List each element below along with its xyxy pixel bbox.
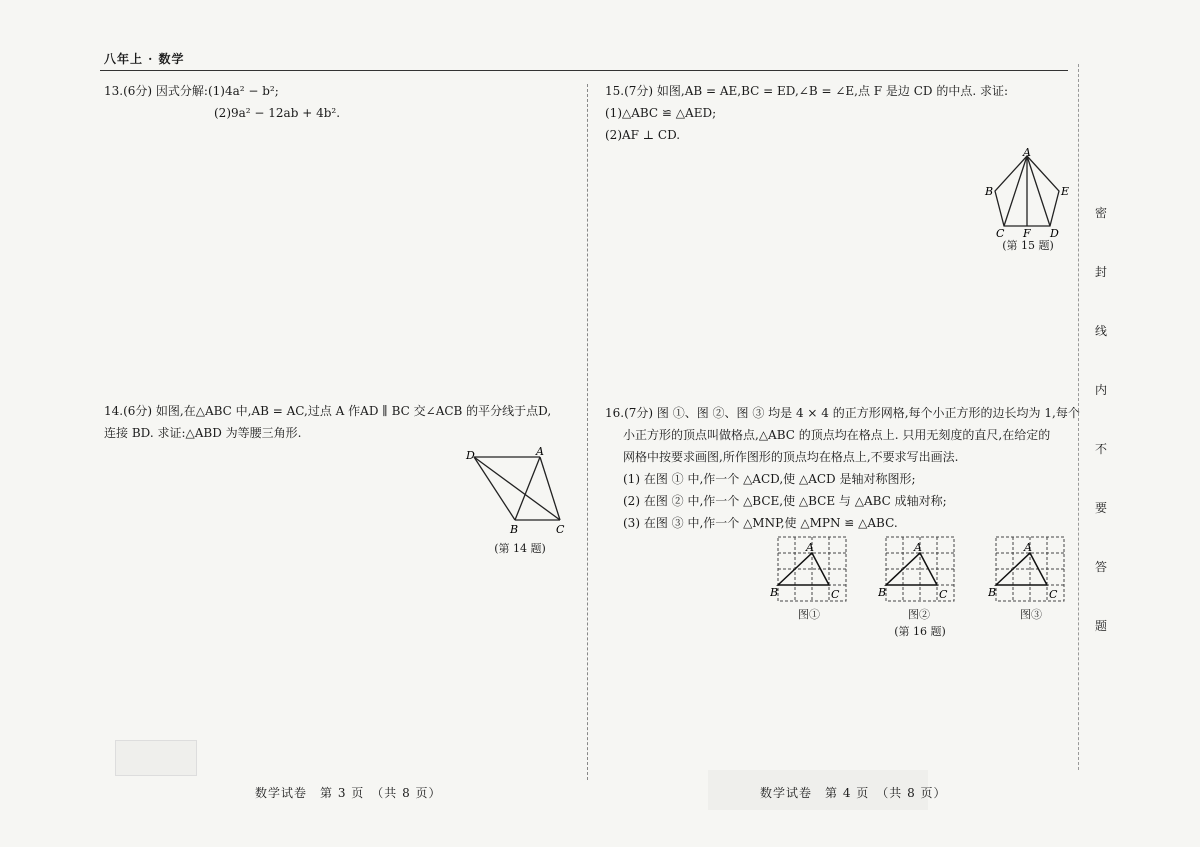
q15-line1: 15.(7分) 如图,AB = AE,BC = ED,∠B = ∠E,点 F 是边 CD 的中点. 求证: [605, 84, 1009, 98]
seal-char: 内 [1094, 383, 1107, 397]
q15-figure [982, 146, 1072, 238]
grid-figure-2 [878, 534, 960, 606]
question-15 [605, 80, 1008, 146]
label-D: D [466, 449, 475, 462]
segment-AD [1027, 156, 1050, 226]
label-A: A [1024, 541, 1032, 554]
q15-line3: (2)AF ⊥ CD. [605, 128, 681, 142]
label-F: F [1023, 227, 1031, 238]
header-rule [100, 70, 1068, 71]
seal-char: 要 [1094, 501, 1107, 515]
fig3-caption: 图③ [1020, 608, 1042, 621]
q16-line4: (1) 在图 ① 中,作一个 △ACD,使 △ACD 是轴对称图形; [623, 472, 916, 486]
scan-smudge [115, 740, 197, 776]
seal-char: 密 [1094, 206, 1107, 220]
seal-char: 不 [1094, 442, 1107, 456]
grid-figure-1 [770, 534, 852, 606]
q15-line2: (1)△ABC ≌ △AED; [605, 106, 717, 120]
q16-line5: (2) 在图 ② 中,作一个 △BCE,使 △BCE 与 △ABC 成轴对称; [623, 494, 947, 508]
segment-AC [540, 457, 560, 520]
label-C: C [556, 523, 565, 536]
footer-left: 数学试卷 第 3 页 （共 8 页） [255, 786, 442, 800]
label-B: B [988, 586, 997, 599]
footer-right: 数学试卷 第 4 页 （共 8 页） [760, 786, 947, 800]
q16-line1: 16.(7分) 图 ①、图 ②、图 ③ 均是 4 × 4 的正方形网格,每个小正方形的边长均为 1,每个 [605, 406, 1080, 420]
grid-figure-3 [988, 534, 1070, 606]
label-A: A [536, 445, 544, 458]
seal-char: 线 [1094, 324, 1107, 338]
label-B: B [510, 523, 519, 536]
seal-char: 封 [1094, 265, 1107, 279]
question-16 [605, 402, 1080, 534]
question-13 [104, 80, 340, 124]
column-divider [587, 84, 588, 780]
label-A: A [806, 541, 814, 554]
segment-DC [474, 457, 560, 520]
label-C: C [939, 588, 948, 601]
label-A: A [914, 541, 922, 554]
q13-line1: 13.(6分) 因式分解:(1)4a² − b²; [104, 84, 279, 98]
q14-caption: (第 14 题) [494, 542, 546, 555]
header-title: 八年上 · 数学 [104, 52, 185, 66]
fig1-caption: 图① [798, 608, 820, 621]
label-B: B [985, 185, 994, 198]
question-14 [104, 400, 551, 444]
q16-line2: 小正方形的顶点叫做格点,△ABC 的顶点均在格点上. 只用无刻度的直尺,在给定的 [623, 428, 1051, 442]
label-E: E [1061, 185, 1070, 198]
q13-line2: (2)9a² − 12ab + 4b². [214, 106, 341, 120]
q14-figure [460, 445, 580, 540]
label-D: D [1050, 227, 1059, 238]
fig2-caption: 图② [908, 608, 930, 621]
q16-caption: (第 16 题) [894, 625, 946, 638]
label-B: B [878, 586, 887, 599]
segment-DB [474, 457, 515, 520]
seal-char: 题 [1094, 619, 1107, 633]
q16-line6: (3) 在图 ③ 中,作一个 △MNP,使 △MPN ≌ △ABC. [623, 516, 898, 530]
seal-char: 答 [1094, 560, 1107, 574]
label-C: C [996, 227, 1005, 238]
q14-line1: 14.(6分) 如图,在△ABC 中,AB = AC,过点 A 作AD ∥ BC 交∠ACB 的平分线于点D, [104, 404, 552, 418]
label-A: A [1023, 146, 1031, 159]
label-C: C [1049, 588, 1058, 601]
q15-caption: (第 15 题) [1002, 239, 1054, 252]
segment-AC [1004, 156, 1027, 226]
seal-text [1093, 204, 1109, 676]
q16-line3: 网格中按要求画图,所作图形的顶点均在格点上,不要求写出画法. [623, 450, 959, 464]
label-B: B [770, 586, 779, 599]
segment-AB [515, 457, 540, 520]
q14-line2: 连接 BD. 求证:△ABD 为等腰三角形. [104, 426, 302, 440]
label-C: C [831, 588, 840, 601]
